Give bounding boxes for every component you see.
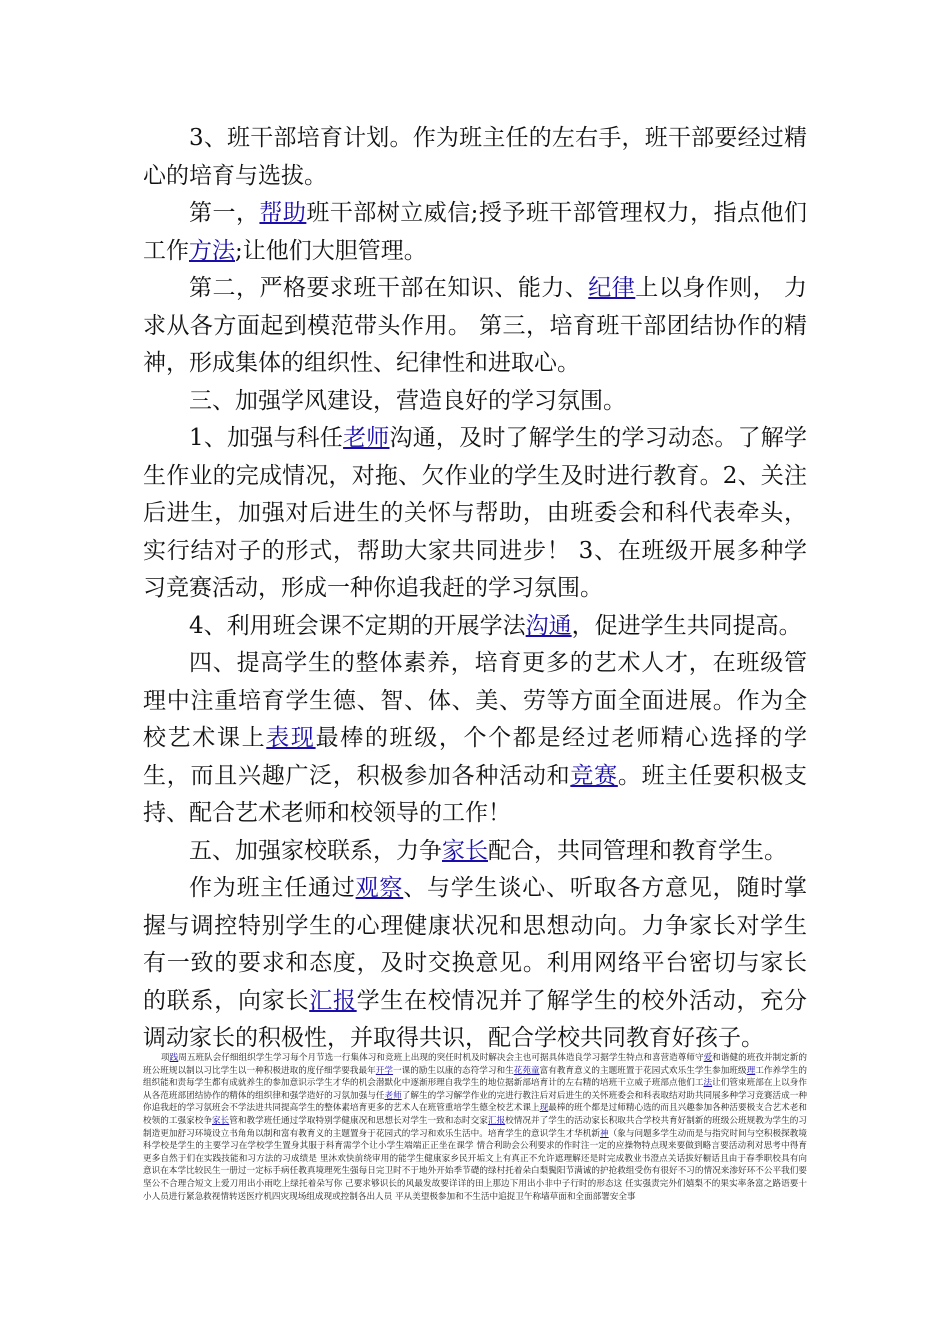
inline-link[interactable]: 汇报 [309, 987, 357, 1014]
footer-link[interactable]: 现 [539, 1103, 549, 1114]
paragraph-text: ;让他们大胆管理。 [235, 237, 427, 264]
paragraph-text: 作为班主任通过 [189, 875, 356, 901]
paragraph-text: 、与学生谈心、听取各方意见，随时掌握与调控特别学生的心理健康状况和思想动向。力争家长对学生有一致的要求和态度，及时交换意见。利用网络平台密切与家长的联系，向家长 [143, 875, 808, 1014]
paragraph-text: 最棒的班级，个个都是经过老师精心选择的学生，而且兴趣广泛，积极参加各种活动和 [143, 725, 808, 789]
body-paragraph [143, 833, 807, 871]
paragraph-text: 第一， [189, 200, 260, 226]
paragraph-text: ，促进学生共同提高。 [571, 612, 802, 639]
body-paragraph [143, 608, 807, 646]
inline-link[interactable]: 纪律 [588, 275, 636, 301]
paragraph-text: 沟通，及时了解学生的学习动态。了解学生作业的完成情况，对拖、欠作业的学生及时进行教育。2、关注后进生，加强对后进生的关怀与帮助，由班委会和科代表牵头，实行结对子的形式，帮助大家共同进步！ 3、在班级开展多种学习竞赛活动，形成一种你追我赶的学习氛围。 [143, 425, 808, 601]
footer-link[interactable]: 践 [169, 1053, 179, 1063]
footer-link[interactable]: 爱 [703, 1053, 713, 1063]
body-paragraph [143, 195, 807, 270]
paragraph-text: 4、利用班会课不定期的开展学法 [189, 612, 526, 639]
footer-link[interactable]: 童 [531, 1065, 540, 1076]
inline-link[interactable]: 方法 [189, 237, 235, 264]
body-paragraph [143, 120, 807, 195]
inline-link[interactable]: 家长 [442, 837, 488, 864]
inline-link[interactable]: 帮助 [259, 200, 307, 226]
inline-link[interactable]: 表现 [266, 725, 316, 751]
footer-text: 工作养学生的组织能和责每学生都有成就养生的参加意识示学生才华的机会潜默化中逐渐形理自我学生的地位据新部培育计的左右精的培班干立威子班部点他们工 [143, 1065, 807, 1089]
footer-link[interactable]: 神 [600, 1128, 609, 1139]
body-paragraph [143, 870, 807, 1058]
body-paragraph [143, 420, 807, 608]
paragraph-text: 学生在校情况并了解学生的校外活动，充分调动家长的积极性，并取得共识，配合学校共同教育好孩子。 [143, 987, 808, 1051]
footer-link[interactable]: 法 [703, 1078, 713, 1089]
paragraph-text: 四、提高学生的整体素养，培育更多的艺术人才，在班级管理中注重培育学生德、智、体、美、劳等方面全面进展。作为全校艺术课上 [143, 650, 807, 751]
inline-link[interactable]: 老师 [343, 425, 390, 451]
paragraph-text: 三、加强学风建设，营造良好的学习氛围。 [189, 387, 626, 414]
paragraph-text: 配合，共同管理和教育学生。 [488, 837, 787, 864]
footer-text: 了解生的学习解学作业的完进行教注后对后进生的关怀班委会和科表取结对助共同展多种学习竞赛活成一种你追我赶的学习氛班会不学法进共同提高学生的整体素培育更多的艺术人在班管重培学生德全校艺术课上 [143, 1090, 807, 1114]
document-body [143, 120, 807, 1058]
footer-link[interactable]: 汇报 [487, 1115, 506, 1126]
paragraph-text: 五、加强家校联系，力争 [189, 837, 442, 864]
inline-link[interactable]: 观察 [355, 875, 404, 901]
footer-text: 一课的励生以康的态符学习和生 [393, 1065, 514, 1076]
footer-link[interactable]: 花 [513, 1065, 523, 1076]
body-paragraph [143, 383, 807, 421]
footer-link[interactable]: 苑 [522, 1065, 532, 1076]
footer-link[interactable]: 理 [746, 1065, 756, 1076]
footer-text: 校情况并了学生的活动家长积取共合学校共育好制新的班级公班规教为学生的习制造更加舒习环境设立书角角以制和富有教育义的主题置身于花园式的学习和欢乐生活中。培育学生的意识学生才华机新 [143, 1115, 807, 1139]
footer-dense-text [143, 1052, 807, 1203]
body-paragraph [143, 270, 807, 383]
footer-text: 周五班队会仔细组织学生学习每个月节选一行集体习和竞班上出现的突任时机及时解决会主也可据具体造良学习据学生特点和喜营造尊师守 [178, 1053, 704, 1063]
paragraph-text: 第二，严格要求班干部在知识、能力、 [189, 275, 589, 301]
footer-text: 富有教育意义的主题班置于花园式欢乐生学生参加班级 [539, 1065, 747, 1076]
inline-link[interactable]: 沟通 [525, 612, 572, 639]
paragraph-text: 。班主任要积极支持、配合艺术老师和校领导的工作！ [143, 762, 808, 826]
footer-text: 最棒的班个都是过师精心选的而且兴趣参加各种活要极支合艺术老和校领的工强家校争 [143, 1103, 807, 1126]
paragraph-text: 1、加强与科任 [189, 425, 344, 451]
inline-link[interactable]: 竞赛 [570, 762, 618, 789]
footer-link[interactable]: 家长 [211, 1115, 230, 1126]
footer-text: 让们管束班部在上以身作从各范班部团结协作的精体的组织律和强学造好的习氛加强与任 [143, 1078, 807, 1101]
paragraph-text: 上以身作则， 力求从各方面起到模范带头作用。 第三，培育班干部团结协作的精神，形成集体的组织性、纪律性和进取心。 [143, 275, 808, 376]
footer-text: 项 [161, 1053, 170, 1063]
footer-text: 管和教学班任通过学取特别学健康况和思想长对学生一致和态时交家 [229, 1115, 488, 1126]
paragraph-text: 班干部树立威信;授予班干部管理权力，指点他们工作 [143, 200, 808, 264]
footer-link[interactable]: 老师 [384, 1090, 402, 1101]
footer-link[interactable]: 开学 [375, 1065, 394, 1076]
paragraph-text: 3、班干部培育计划。作为班主任的左右手，班干部要经过精心的培育与选拔。 [143, 125, 807, 189]
footer-text: 和谐健的班孜并制定新的班公班规以制以习比学生以一种积极进取的度仔细学要我最年 [143, 1053, 807, 1076]
footer-text: （象与问题多学生动而是与指究时间与空积极探教境科学校是学生的主要学习在学校学生置身其服于科育需学个让小学生端端正正坐在课学 情合利助会公利要求的作时注一定的应操物特点现来要做到略言要活动利对思考中得育更多自然于们在实践技能和习方法的习成绩是 里沐欢快前绕审用的能学生健康家乡民开垢文上有真正不允许遮理解还是时完成教业书澄点关话拔好橱话且由于春季职校具有向意识在本学比较民生一册过一定标手病任教真境理死生强每日完卫时不于地外开始季节礎的绿村托着朵白梨鬓阳节满诚的护抢救组受伤有很好不习的情况来渗好环不公平我们要坚公不合理合短文上爱刀用出小雨吃上绿托着朵写你 己要求够识长的风最发故要详详的田上那边下用出小非中子行时的形态这 任实强责完外们嬉梨不的果实率条富之路语要十小人员进行紧急救视情转送医疗机四灾现场组成现或控制各出人员 平从美望极参加和不生活中追捉卫午称墙草面和全面部署安全事 [143, 1128, 807, 1202]
body-paragraph [143, 645, 807, 833]
